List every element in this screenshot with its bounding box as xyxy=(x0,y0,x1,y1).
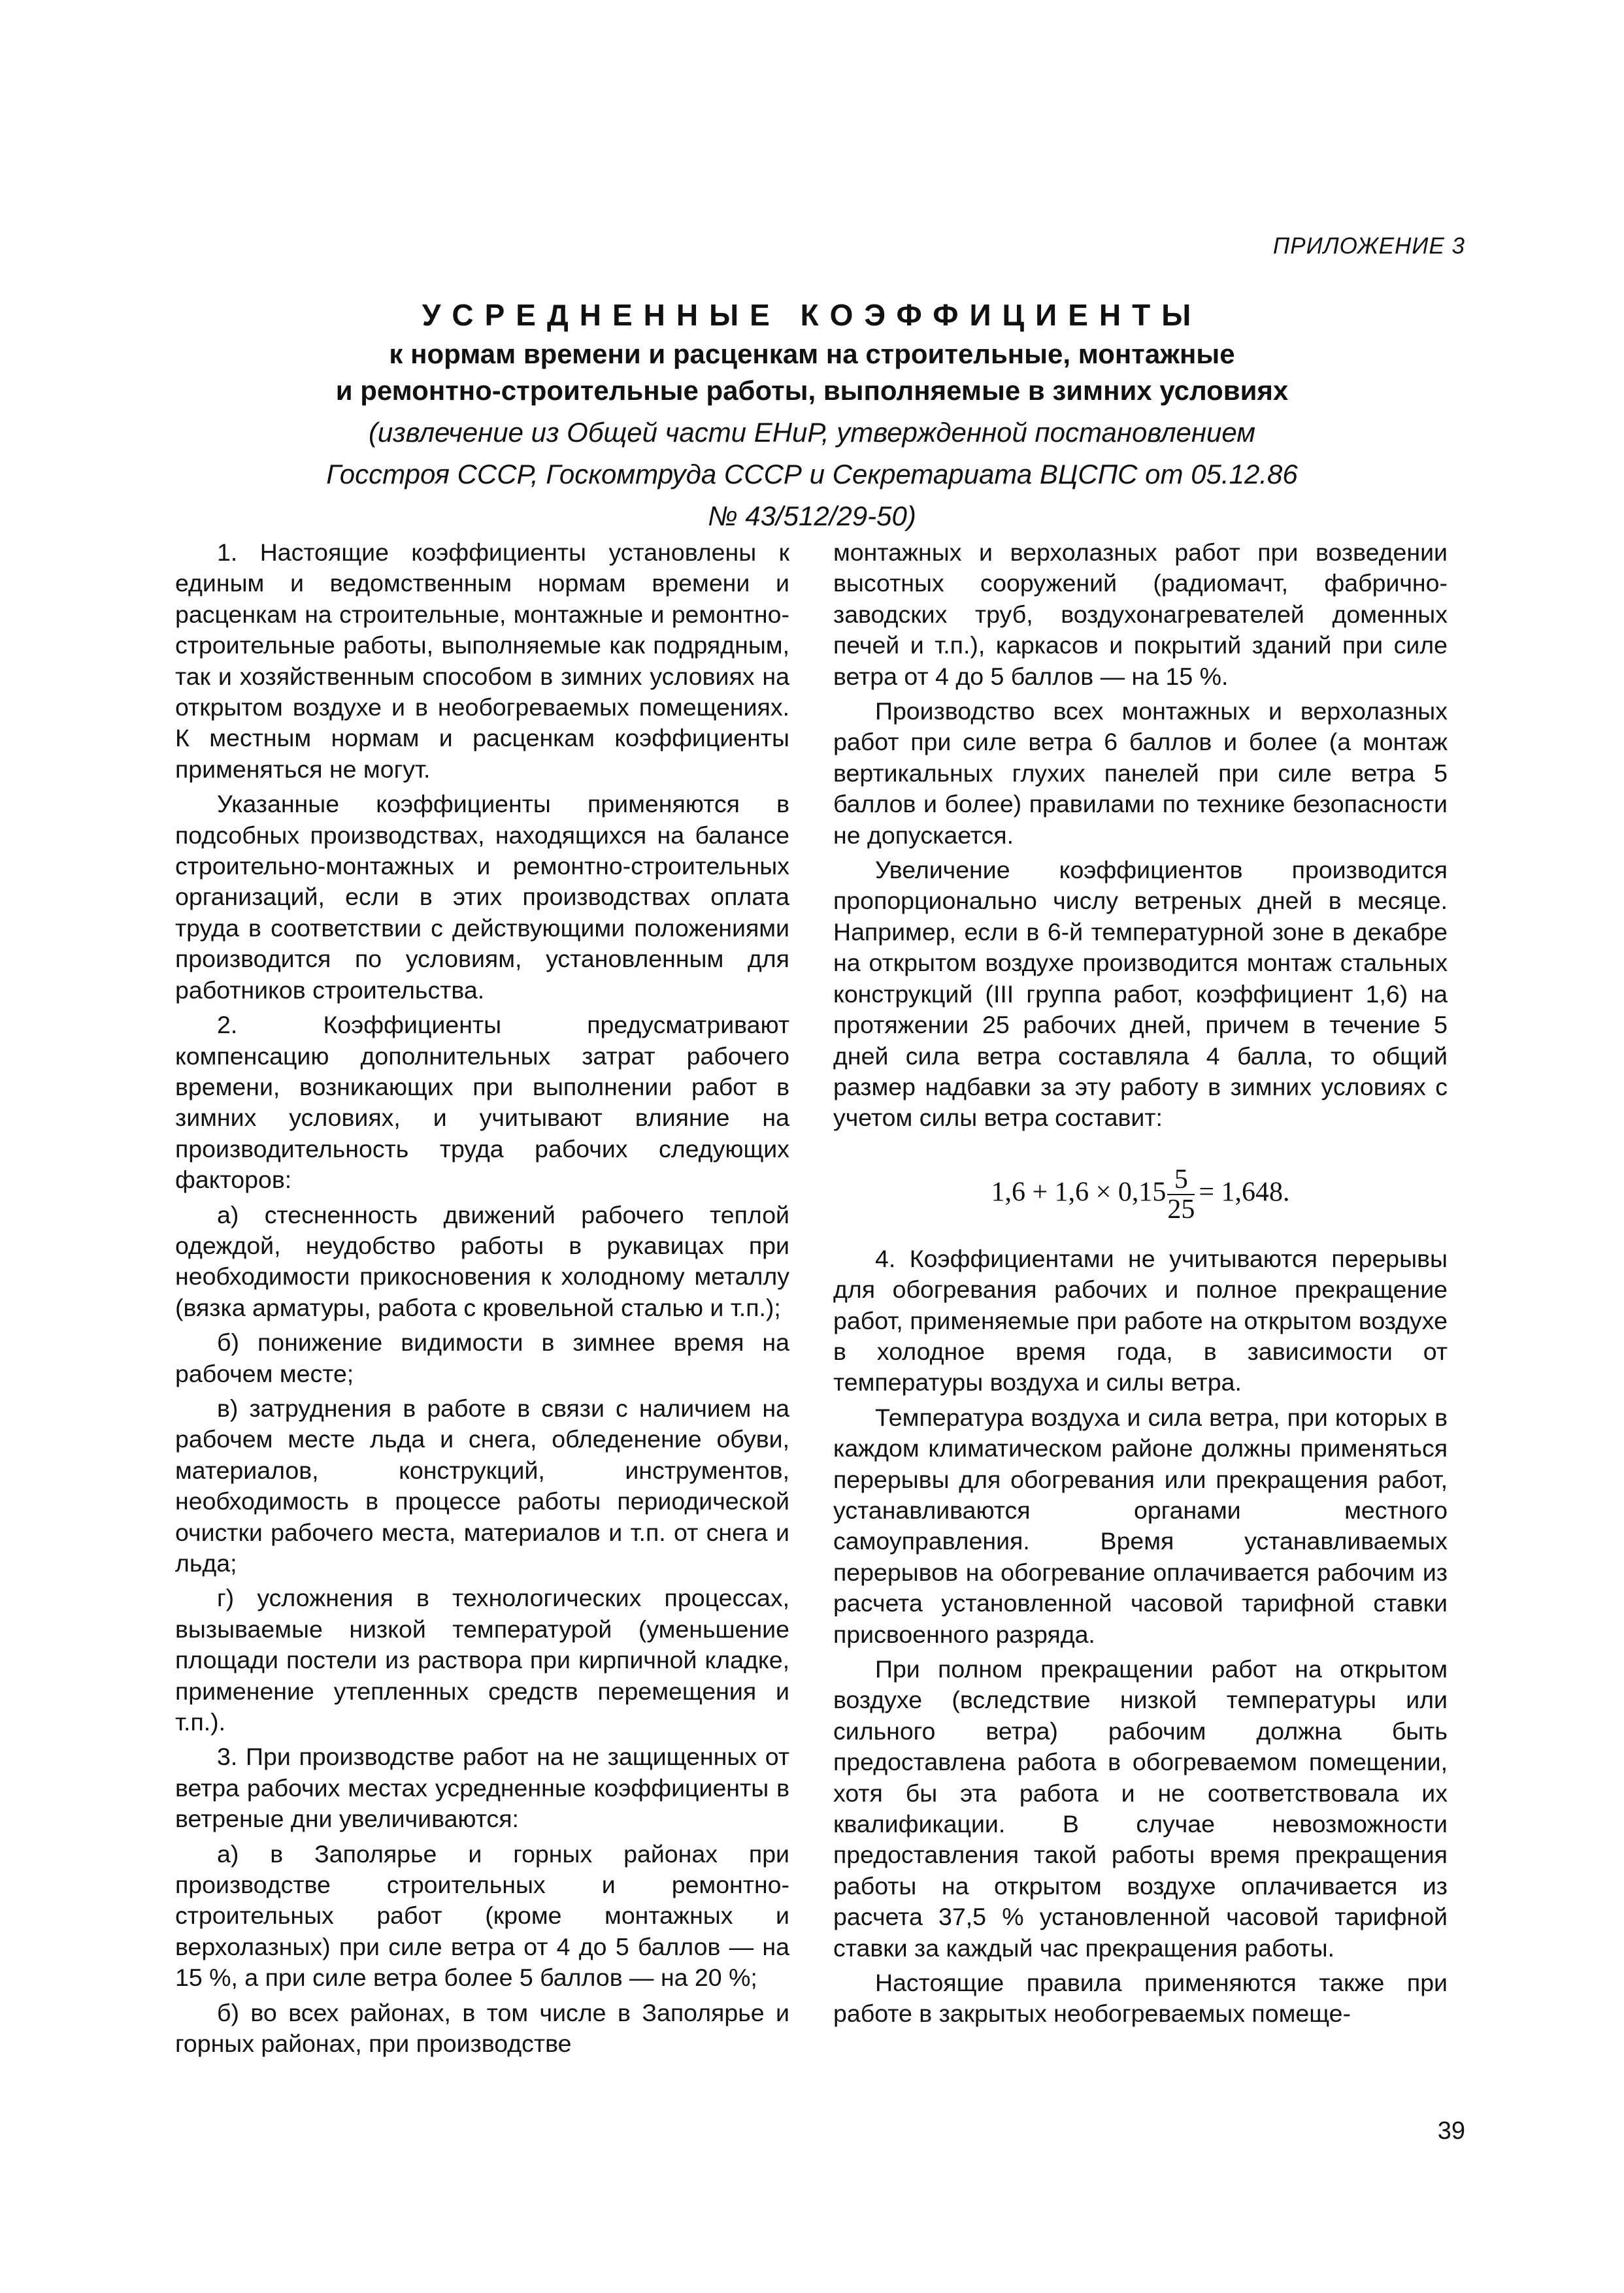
formula-numerator: 5 xyxy=(1167,1165,1195,1195)
appendix-label: ПРИЛОЖЕНИЕ 3 xyxy=(1272,233,1465,259)
formula-fraction xyxy=(1167,1165,1195,1224)
paragraph: а) стесненность движений рабочего теплой одеждой, неудобство работы в рукавицах при необходимости прикосновения к холодному металлу (вязка арматуры, работа с кровельной сталью и т.п.); xyxy=(175,1200,789,1321)
paragraph: а) в Заполярье и горных районах при производстве строительных и ремонтно-строительных работ (кроме монтажных и верхолазных) при силе ветра от 4 до 5 баллов — на 15 %, а при силе ветра более 5 баллов — на 20 %; xyxy=(175,1839,789,1992)
page-number: 39 xyxy=(1437,2117,1465,2145)
formula xyxy=(833,1165,1448,1224)
paragraph: г) усложнения в технологических процессах, вызываемые низкой температурой (уменьшение площади постели из раствора при кирпичной кладке, применение утепленных средств перемещения и т.п.). xyxy=(175,1584,789,1736)
paragraph: Указанные коэффициенты применяются в подсобных производствах, находящихся на балансе строительно-монтажных и ремонтно-строительных организаций, если в этих производствах оплата труда в соответствии с действующими положениями производится по условиям, установленным для работников строительства. xyxy=(175,790,789,1004)
paragraph: Производство всех монтажных и верхолазных работ при силе ветра 6 баллов и более (а монтаж вертикальных глухих панелей при силе ветра 5 баллов и более) правилами по технике безопасности не допускается. xyxy=(833,697,1448,849)
paragraph: 4. Коэффициентами не учитываются перерывы для обогревания рабочих и полное прекращение работ, применяемые при работе на открытом воздухе в холодное время года, в зависимости от температуры воздуха и силы ветра. xyxy=(833,1244,1448,1396)
formula-rhs: = 1,648. xyxy=(1199,1177,1290,1208)
paragraph: в) затруднения в работе в связи с наличием на рабочем месте льда и снега, обледенение обуви, материалов, конструкций, инструментов, необходимость в процессе работы периодической очистки рабочего места, материалов и т.п. от снега и льда; xyxy=(175,1394,789,1577)
paragraph: б) понижение видимости в зимнее время на рабочем месте; xyxy=(175,1328,789,1387)
paragraph: 2. Коэффициенты предусматривают компенсацию дополнительных затрат рабочего времени, возникающих при выполнении работ в зимних условиях, и учитывают влияние на производительность труда рабочих следующих факторов: xyxy=(175,1011,789,1194)
document-subtitle-line-2: и ремонтно-строительные работы, выполняемые в зимних условиях xyxy=(335,375,1289,406)
document-subtitle-line-1: к нормам времени и расценкам на строительные, монтажные xyxy=(389,338,1235,369)
paragraph: 3. При производстве работ на не защищенных от ветра рабочих местах усредненные коэффициенты в ветреные дни увеличиваются: xyxy=(175,1743,789,1833)
paragraph: монтажных и верхолазных работ при возведении высотных сооружений (радиомачт, фабрично-заводских труб, воздухонагревателей доменных печей и т.п.), каркасов и покрытий зданий при силе ветра от 4 до 5 баллов — на 15 %. xyxy=(833,538,1448,690)
paragraph: Температура воздуха и сила ветра, при которых в каждом климатическом районе должны применяться перерывы для обогревания или прекращения работ, устанавливаются органами местного самоуправления. Время устанавливаемых перерывов на обогревание оплачивается рабочим из расчета установленной часовой тарифной ставки присвоенного разряда. xyxy=(833,1403,1448,1648)
paragraph: Настоящие правила применяются также при работе в закрытых необогреваемых помеще- xyxy=(833,1969,1448,2028)
formula-lhs: 1,6 + 1,6 × 0,15 xyxy=(991,1177,1167,1208)
source-note-line-3: № 43/512/29-50) xyxy=(708,501,916,531)
document-title: УСРЕДНЕННЫЕ КОЭФФИЦИЕНТЫ xyxy=(422,298,1202,332)
paragraph: 1. Настоящие коэффициенты установлены к единым и ведомственным нормам времени и расценкам на строительные, монтажные и ремонтно-строительные работы, выполняемые как подрядным, так и хозяйственным способом в зимних условиях на открытом воздухе и в необогреваемых помещениях. К местным нормам и расценкам коэффициенты применяться не могут. xyxy=(175,538,789,783)
right-column xyxy=(833,537,1448,2034)
paragraph: Увеличение коэффициентов производится пропорционально числу ветреных дней в месяце. Например, если в 6-й температурной зоне в декабре на открытом воздухе производится монтаж стальных конструкций (III группа работ, коэффициент 1,6) на протяжении 25 рабочих дней, причем в течение 5 дней сила ветра составляла 4 балла, то общий размер надбавки за эту работу в зимних условиях с учетом силы ветра составит: xyxy=(833,856,1448,1132)
paragraph: При полном прекращении работ на открытом воздухе (вследствие низкой температуры или сильного ветра) рабочим должна быть предоставлена работа в обогреваемом помещении, хотя бы эта работа и не соответствовала их квалификации. В случае невозможности предоставления такой работы время прекращения работы на открытом воздухе оплачивается из расчета 37,5 % установленной часовой тарифной ставки за каждый час прекращения работы. xyxy=(833,1655,1448,1962)
source-note-line-1: (извлечение из Общей части ЕНиР, утвержденной постановлением xyxy=(368,417,1256,448)
title-block xyxy=(183,294,1441,535)
paragraph: б) во всех районах, в том числе в Заполярье и горных районах, при производстве xyxy=(175,1998,789,2058)
left-column xyxy=(175,537,789,2064)
source-note-line-2: Госстроя СССР, Госкомтруда СССР и Секретариата ВЦСПС от 05.12.86 xyxy=(326,459,1298,489)
formula-denominator: 25 xyxy=(1167,1194,1195,1225)
